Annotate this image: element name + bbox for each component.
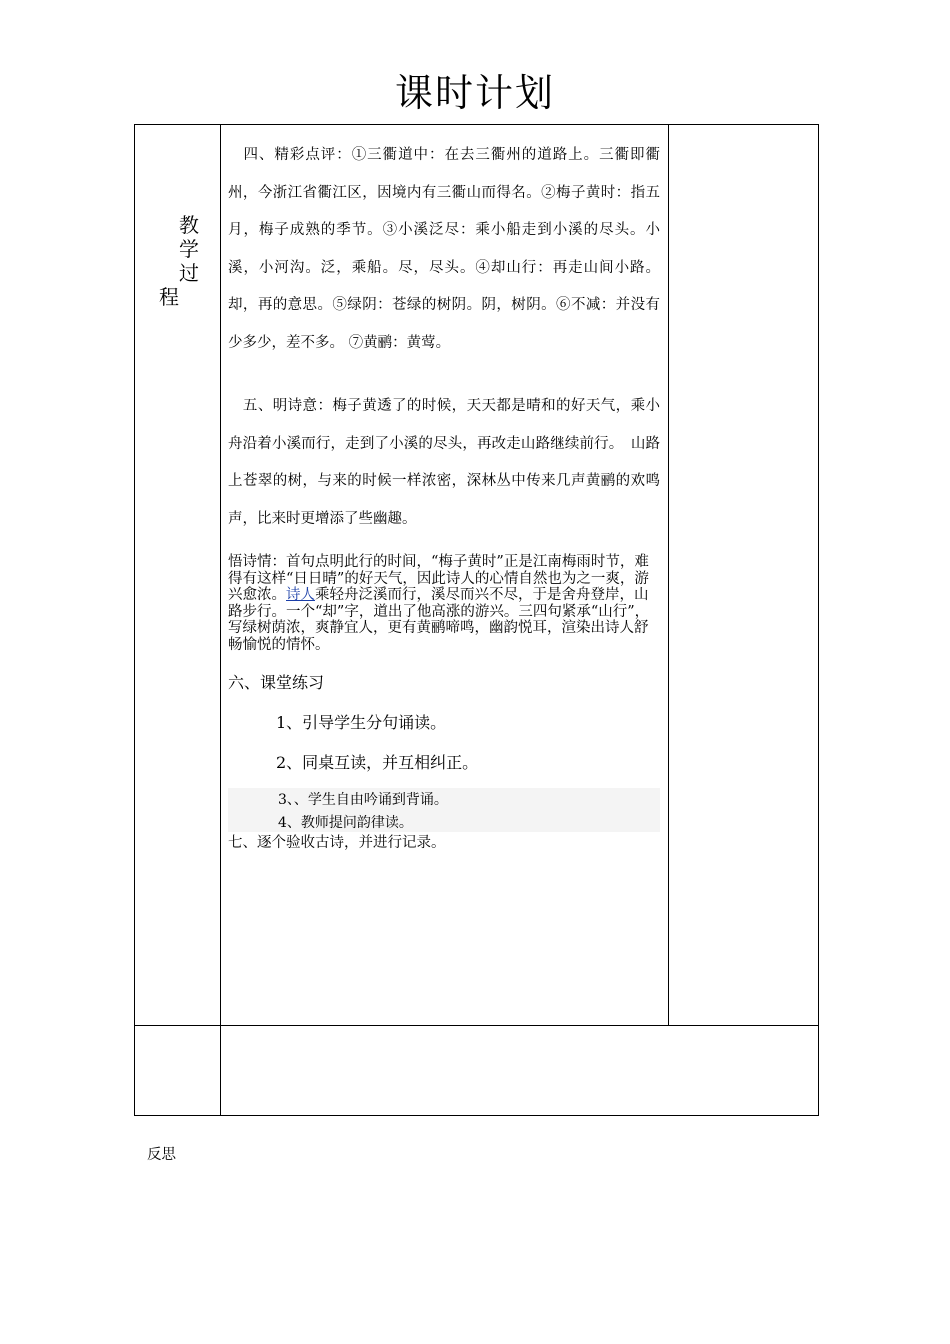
section-poem-feeling	[228, 554, 660, 653]
table-divider	[220, 125, 221, 1115]
table-divider	[668, 125, 669, 1025]
feeling-text-cont: 乘轻舟泛溪而行，溪尽而兴不尽，于是舍舟登岸，山路步行。一个“却”字，道出了他高涨的游兴。三四句紧承“山行”，写绿树荫浓，爽静宜人，更有黄鹂啼鸣，幽韵悦耳，渲染出诗人舒畅愉悦的情怀。	[228, 587, 650, 653]
poet-link[interactable]: 诗人	[286, 587, 315, 603]
section-commentary: 四、精彩点评：①三衢道中：在去三衢州的道路上。三衢即衢州，今浙江省衢江区，因境内有三衢山而得名。②梅子黄时：指五月，梅子成熟的季节。③小溪泛尽：乘小船走到小溪的尽头。小溪，小河沟。泛，乘船。尽，尽头。④却山行：再走山间小路。却，再的意思。⑤绿阴：苍绿的树阴。阴，树阴。⑥不减：并没有少多少，差不多。 ⑦黄鹂：黄莺。	[228, 147, 660, 351]
section-poem-meaning: 五、明诗意：梅子黄透了的时候，天天都是晴和的好天气，乘小舟沿着小溪而行，走到了小溪的尽头，再改走山路继续前行。 山路上苍翠的树，与来的时候一样浓密，深林丛中传来几声黄鹂的欢鸣声，比来时更增添了些幽趣。	[228, 398, 660, 527]
teaching-content	[228, 125, 660, 854]
reflection-label: 反思	[147, 1147, 176, 1163]
exercise-item: 3、、学生自由吟诵到背诵。	[278, 792, 448, 808]
exercise-item: 4、教师提问韵律读。	[278, 815, 413, 831]
table-row-divider	[135, 1025, 818, 1026]
section-practice-title: 六、课堂练习	[228, 673, 325, 692]
side-label-char: 程	[159, 285, 179, 309]
feeling-text: 悟诗情：首句点明此行的时间，“梅子黄时”正是江南梅雨时节，难得有这样“日日晴”的好天气，因此诗人的心情自然也为之一爽，游兴愈浓。	[228, 554, 649, 603]
exercise-block	[228, 788, 660, 832]
teaching-process-label	[149, 213, 209, 309]
side-label-char: 教	[179, 213, 199, 237]
page-title: 课时计划	[394, 71, 555, 115]
side-label-char: 过	[179, 261, 199, 285]
lesson-plan-table	[134, 124, 819, 1163]
exercise-item: 2、同桌互读，并互相纠正。	[276, 753, 479, 772]
side-label-char: 学	[179, 237, 199, 261]
section-check: 七、逐个验收古诗，并进行记录。	[228, 835, 446, 851]
exercise-item: 1、引导学生分句诵读。	[276, 713, 447, 732]
